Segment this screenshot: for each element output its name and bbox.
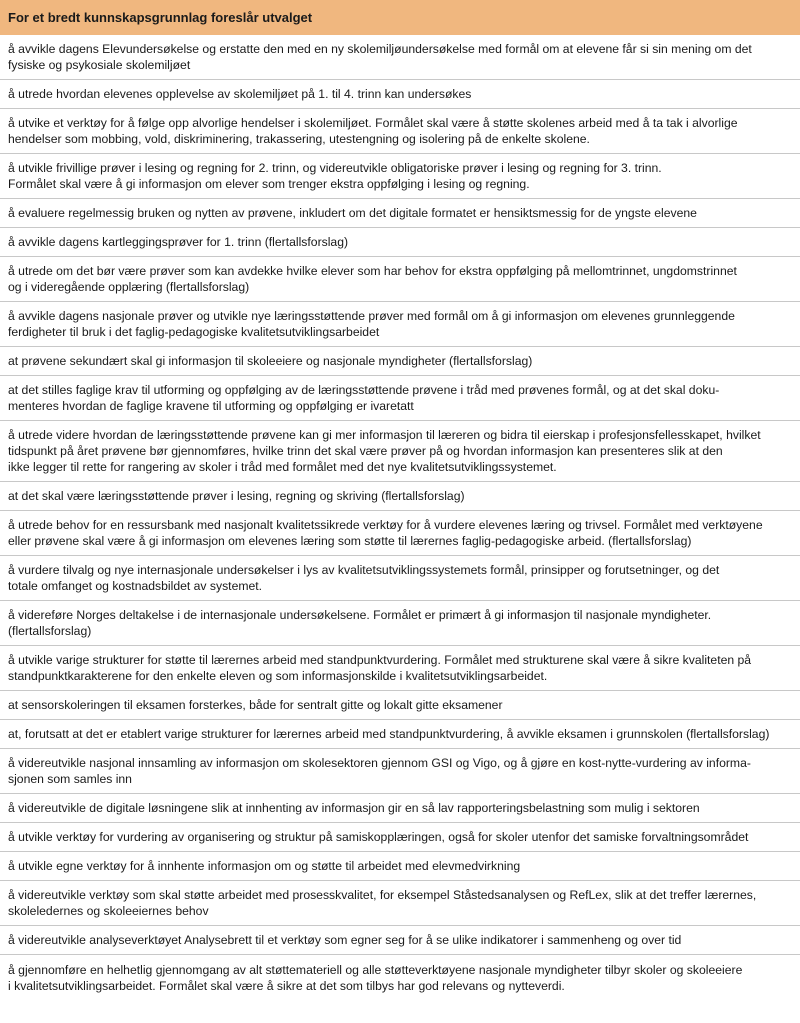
proposal-line: hendelser som mobbing, vold, diskriminering, trakassering, utestengning og isolering på de enkelte skolene. bbox=[8, 132, 590, 146]
proposal-item bbox=[0, 199, 800, 228]
proposal-item bbox=[0, 955, 800, 1000]
proposal-item bbox=[0, 926, 800, 955]
proposal-item bbox=[0, 376, 800, 421]
table-header: For et bredt kunnskapsgrunnlag foreslår utvalget bbox=[0, 0, 800, 35]
proposal-text bbox=[8, 160, 662, 192]
proposal-item bbox=[0, 257, 800, 302]
proposal-line: å utvikle egne verktøy for å innhente informasjon om og støtte til arbeidet med elevmedvirkning bbox=[8, 859, 521, 873]
proposal-text bbox=[8, 607, 711, 639]
proposal-line: ferdigheter til bruk i det faglig-pedagogiske kvalitetsutviklingsarbeidet bbox=[8, 325, 380, 339]
proposal-line: å utrede behov for en ressursbank med nasjonalt kvalitetssikrede verktøy for å vurdere elevenes læring og trivsel. Formålet med verktøyene bbox=[8, 518, 763, 532]
proposal-line: at det skal være læringsstøttende prøver i lesing, regning og skriving (flertallsforslag) bbox=[8, 489, 465, 503]
proposal-text bbox=[8, 932, 681, 948]
proposal-line: at sensorskoleringen til eksamen forsterkes, både for sentralt gitte og lokalt gitte eksamener bbox=[8, 698, 503, 712]
proposal-line: å gjennomføre en helhetlig gjennomgang av alt støttemateriell og alle støtteverktøyene nasjonale myndigheter tilbyr skoler og skoleeiere bbox=[8, 962, 743, 977]
proposal-line: (flertallsforslag) bbox=[8, 624, 92, 638]
proposal-line: å videreutvikle nasjonal innsamling av informasjon om skolesektoren gjennom GSI og Vigo, og å gjøre en kost-nytte-vurdering av informa- bbox=[8, 756, 751, 770]
proposal-line: at, forutsatt at det er etablert varige strukturer for lærernes arbeid med standpunktvurdering, å avvikle eksamen i grunnskolen (flertallsforslag) bbox=[8, 727, 770, 741]
proposal-line: menteres hvordan de faglige kravene til utforming og oppfølging er ivaretatt bbox=[8, 399, 414, 413]
proposal-line: totale omfanget og kostnadsbildet av systemet. bbox=[8, 579, 263, 593]
proposal-line: at prøvene sekundært skal gi informasjon til skoleeiere og nasjonale myndigheter (flertallsforslag) bbox=[8, 354, 533, 368]
proposal-item bbox=[0, 881, 800, 926]
proposal-item bbox=[0, 511, 800, 556]
proposal-line: å utvikle verktøy for vurdering av organisering og struktur på samiskopplæringen, også for skoler utenfor det samiske forvaltningsområdet bbox=[8, 830, 749, 844]
proposal-item bbox=[0, 823, 800, 852]
proposal-line: å utvikle varige strukturer for støtte til lærernes arbeid med standpunktvurdering. Formålet med strukturene skal være å sikre kvaliteten på bbox=[8, 653, 752, 667]
proposal-text bbox=[8, 887, 756, 919]
proposal-text bbox=[8, 263, 737, 295]
proposal-text bbox=[8, 800, 700, 816]
proposal-line: å utrede om det bør være prøver som kan avdekke hvilke elever som har behov for ekstra oppfølging på mellomtrinnet, ungdomstrinnet bbox=[8, 264, 737, 278]
proposal-line: skoleledernes og skoleeiernes behov bbox=[8, 904, 209, 918]
proposal-list bbox=[0, 35, 800, 1000]
proposal-line: å utvike et verktøy for å følge opp alvorlige hendelser i skolemiljøet. Formålet skal være å støtte skolenes arbeid med å ta tak i alvorlige bbox=[8, 116, 738, 130]
proposal-line: i kvalitetsutviklingsarbeidet. Formålet skal være å sikre at det som tilbys har god relevans og nytteverdi. bbox=[8, 978, 565, 993]
proposal-line: tidspunkt på året prøvene bør gjennomføres, hvilke trinn det skal være prøver på og hvordan informasjon kan presenteres slik at den bbox=[8, 444, 723, 458]
proposal-item bbox=[0, 646, 800, 691]
proposal-line: å utvikle frivillige prøver i lesing og regning for 2. trinn, og videreutvikle obligatoriske prøver i lesing og regning for 3. trinn. bbox=[8, 161, 662, 175]
proposal-item bbox=[0, 556, 800, 601]
proposal-text bbox=[8, 652, 751, 684]
proposal-item bbox=[0, 80, 800, 109]
proposal-item bbox=[0, 228, 800, 257]
proposal-line: standpunktkarakterene for den enkelte eleven og som informasjonskilde i kvalitetsutviklingsarbeidet. bbox=[8, 669, 548, 683]
proposal-line: å videreutvikle de digitale løsningene slik at innhenting av informasjon gir en så lav rapporteringsbelastning som mulig i sektoren bbox=[8, 801, 700, 815]
proposal-line: fysiske og psykosiale skolemiljøet bbox=[8, 58, 191, 72]
proposal-text bbox=[8, 353, 532, 369]
proposal-item bbox=[0, 154, 800, 199]
proposal-item bbox=[0, 852, 800, 881]
proposal-line: eller prøvene skal være å gi informasjon om elevenes læring som støtte til lærernes faglig-pedagogiske arbeid. (flertallsforslag) bbox=[8, 534, 692, 548]
proposal-line: å utrede videre hvordan de læringsstøttende prøvene kan gi mer informasjon til læreren og bidra til eierskap i profesjonsfellesskapet, hvilket bbox=[8, 428, 761, 442]
proposal-line: å avvikle dagens Elevundersøkelse og erstatte den med en ny skolemiljøundersøkelse med formål om at elevene får si sin mening om det bbox=[8, 42, 752, 56]
proposal-item bbox=[0, 35, 800, 80]
proposal-text bbox=[8, 858, 520, 874]
proposal-item bbox=[0, 482, 800, 511]
proposal-text bbox=[8, 562, 719, 594]
proposal-text bbox=[8, 962, 742, 994]
proposal-text bbox=[8, 829, 748, 845]
proposal-text bbox=[8, 517, 763, 549]
proposal-line: å avvikle dagens nasjonale prøver og utvikle nye læringsstøttende prøver med formål om å gi informasjon om elevenes grunnleggende bbox=[8, 309, 735, 323]
proposal-text bbox=[8, 427, 761, 475]
proposal-line: å avvikle dagens kartleggingsprøver for 1. trinn (flertallsforslag) bbox=[8, 235, 349, 249]
proposal-line: å utrede hvordan elevenes opplevelse av skolemiljøet på 1. til 4. trinn kan undersøkes bbox=[8, 87, 472, 101]
proposal-text bbox=[8, 41, 752, 73]
proposal-line: sjonen som samles inn bbox=[8, 772, 132, 786]
proposal-line: Formålet skal være å gi informasjon om elever som trenger ekstra oppfølging i lesing og regning. bbox=[8, 177, 530, 191]
proposal-item bbox=[0, 302, 800, 347]
proposal-text bbox=[8, 234, 348, 250]
proposal-text bbox=[8, 488, 465, 504]
proposal-line: å evaluere regelmessig bruken og nytten av prøvene, inkludert om det digitale formatet er hensiktsmessig for de yngste elevene bbox=[8, 206, 697, 220]
proposal-item bbox=[0, 720, 800, 749]
proposal-text bbox=[8, 308, 735, 340]
proposal-item bbox=[0, 794, 800, 823]
proposal-line: å videreføre Norges deltakelse i de internasjonale undersøkelsene. Formålet er primært å gi informasjon til nasjonale myndigheter. bbox=[8, 608, 712, 622]
proposal-item bbox=[0, 601, 800, 646]
proposal-text bbox=[8, 382, 719, 414]
proposal-item bbox=[0, 109, 800, 154]
proposal-line: og i videregående opplæring (flertallsforslag) bbox=[8, 280, 250, 294]
proposal-text bbox=[8, 755, 751, 787]
proposal-text bbox=[8, 726, 769, 742]
proposal-item bbox=[0, 347, 800, 376]
proposal-item bbox=[0, 421, 800, 482]
proposal-line: at det stilles faglige krav til utforming og oppfølging av de læringsstøttende prøvene i tråd med prøvenes formål, og at det skal doku- bbox=[8, 383, 720, 397]
proposal-line: å videreutvikle verktøy som skal støtte arbeidet med prosesskvalitet, for eksempel Ståstedsanalysen og RefLex, slik at det treffer lærernes, bbox=[8, 888, 757, 902]
proposal-line: ikke legger til rette for rangering av skoler i tråd med formålet med det nye kvalitetsutviklingssystemet. bbox=[8, 460, 557, 474]
proposal-text bbox=[8, 697, 503, 713]
proposal-text bbox=[8, 86, 471, 102]
proposal-item bbox=[0, 749, 800, 794]
proposal-line: å videreutvikle analyseverktøyet Analysebrett til et verktøy som egner seg for å se ulike indikatorer i sammenheng og over tid bbox=[8, 933, 682, 947]
proposal-text bbox=[8, 205, 697, 221]
proposal-text bbox=[8, 115, 738, 147]
proposal-line: å vurdere tilvalg og nye internasjonale undersøkelser i lys av kvalitetsutviklingssystemets formål, prinsipper og forutsetninger, og det bbox=[8, 563, 720, 577]
proposal-item bbox=[0, 691, 800, 720]
